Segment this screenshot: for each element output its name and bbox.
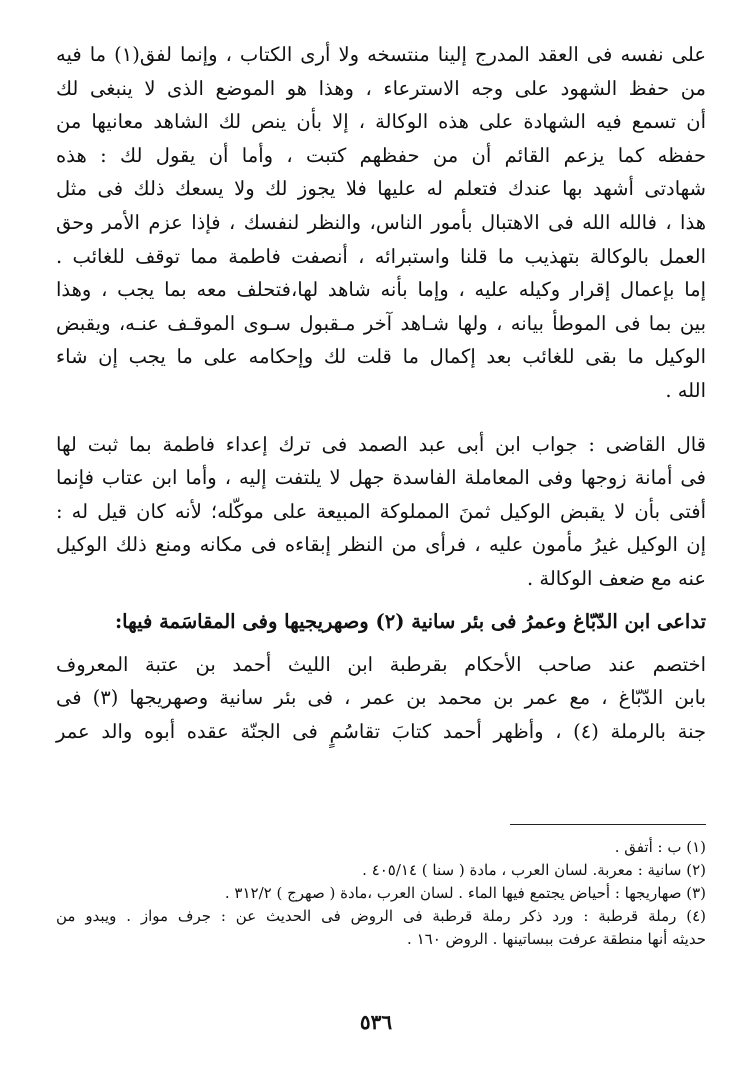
text-line: هذا ، فالله الله فى الاهتبال بأمور الناس، والنظر لنفسك ، فإذا عزم الأمر وحق (56, 210, 706, 234)
footnotes (56, 836, 706, 951)
text-line: حفظه كما يزعم القائم أن من حفظهم كتبت ، وأما أن يقول لك : هذه (56, 143, 706, 167)
text-line: إما بإعمال إقرار وكيله عليه ، وإما بأنه شاهد لها،فتحلف معه بما يجب ، وهذا (56, 278, 706, 302)
text-line: من حفظ الشهود على وجه الاسترعاء ، وهذا هو الموضع الذى لا ينبغى لك (56, 76, 706, 100)
text-line: الله . (665, 378, 706, 402)
footnote-divider (510, 824, 706, 825)
text-line: العمل بالوكالة بتهذيب ما قلنا واستبرائه ، أنصفت فاطمة مما توقف للغائب . (56, 244, 706, 268)
text-line: أفتى بأن لا يقبض الوكيل ثمنَ المملوكة المبيعة على موكّله؛ لأنه كان قيل له : (56, 499, 706, 523)
text-line: جنة بالرملة (٤) ، وأظهر أحمد كتابَ تقاسُمٍ فى الجنّة عقده أبوه والد عمر (56, 719, 707, 743)
text-line: أن تسمع فيه الشهادة على هذه الوكالة ، إلا بأن ينص لك الشاهد معانيها من (56, 110, 706, 134)
footnote: (٢) سانية : معربة. لسان العرب ، مادة ( سنا ) ٤٠٥/١٤ . (362, 861, 706, 879)
text-line: قال القاضى : جواب ابن أبى عبد الصمد فى ترك إعداء فاطمة بما ثبت لها (56, 432, 706, 456)
page-number: ٥٣٦ (359, 1010, 393, 1034)
main-text (56, 38, 706, 748)
text-line: على نفسه فى العقد المدرج إلينا منتسخه ولا أرى الكتاب ، وإنما لفق(١) ما فيه (56, 43, 706, 66)
footnote: (٣) صهاريجها : أحياض يجتمع فيها الماء . لسان العرب ،مادة ( صهرج ) ٣١٢/٢ . (224, 884, 706, 902)
text-line: فى أمانة زوجها وفى المعاملة الفاسدة جهل لا يلتفت إليه ، وأما ابن عتاب فإنما (56, 466, 706, 490)
footnote-continuation: حديثه أنها منطقة عرفت ببساتينها . الروض ١٦٠ . (407, 930, 706, 948)
text-line: شهادتى أشهد بها عندك فتعلم له عليها فلا يجوز لك ولا يسعك ذلك فى مثل (56, 177, 706, 201)
text-line: الوكيل ما بقى للغائب بعد إكمال ما قلت لك وإحكامه على ما يجب إن شاء (56, 345, 706, 369)
footnote: (١) ب : أتفق . (614, 838, 706, 856)
text-line: بين بما فى الموطأ بيانه ، ولها شـاهد آخر مـقبول سـوى الموقـف عنـه، ويقبض (56, 311, 706, 335)
paragraph-1 (56, 38, 706, 408)
text-line: عنه مع ضعف الوكالة . (527, 566, 706, 590)
paragraph-2 (56, 428, 706, 596)
section-heading: تداعى ابن الدّبّاغ وعمرُ فى بئر سانية (٢) وصهريجيها وفى المقاسَمة فيها: (114, 609, 706, 633)
text-line: إن الوكيل غيرُ مأمون عليه ، فرأى من النظر إبقاءه فى مكانه ومنع ذلك الوكيل (56, 533, 706, 557)
footnote: (٤) رملة قرطبة : ورد ذكر رملة قرطبة فى الروض فى الحديث عن : جرف مواز . ويبدو من (56, 907, 706, 925)
text-line: اختصم عند صاحب الأحكام بقرطبة ابن الليث أحمد بن عتبة المعروف (56, 652, 706, 676)
paragraph-3 (56, 648, 706, 749)
text-line: بابن الدّبّاغ ، مع عمر بن محمد بن عمر ، فى بئر سانية وصهريجها (٣) فى (56, 686, 706, 710)
